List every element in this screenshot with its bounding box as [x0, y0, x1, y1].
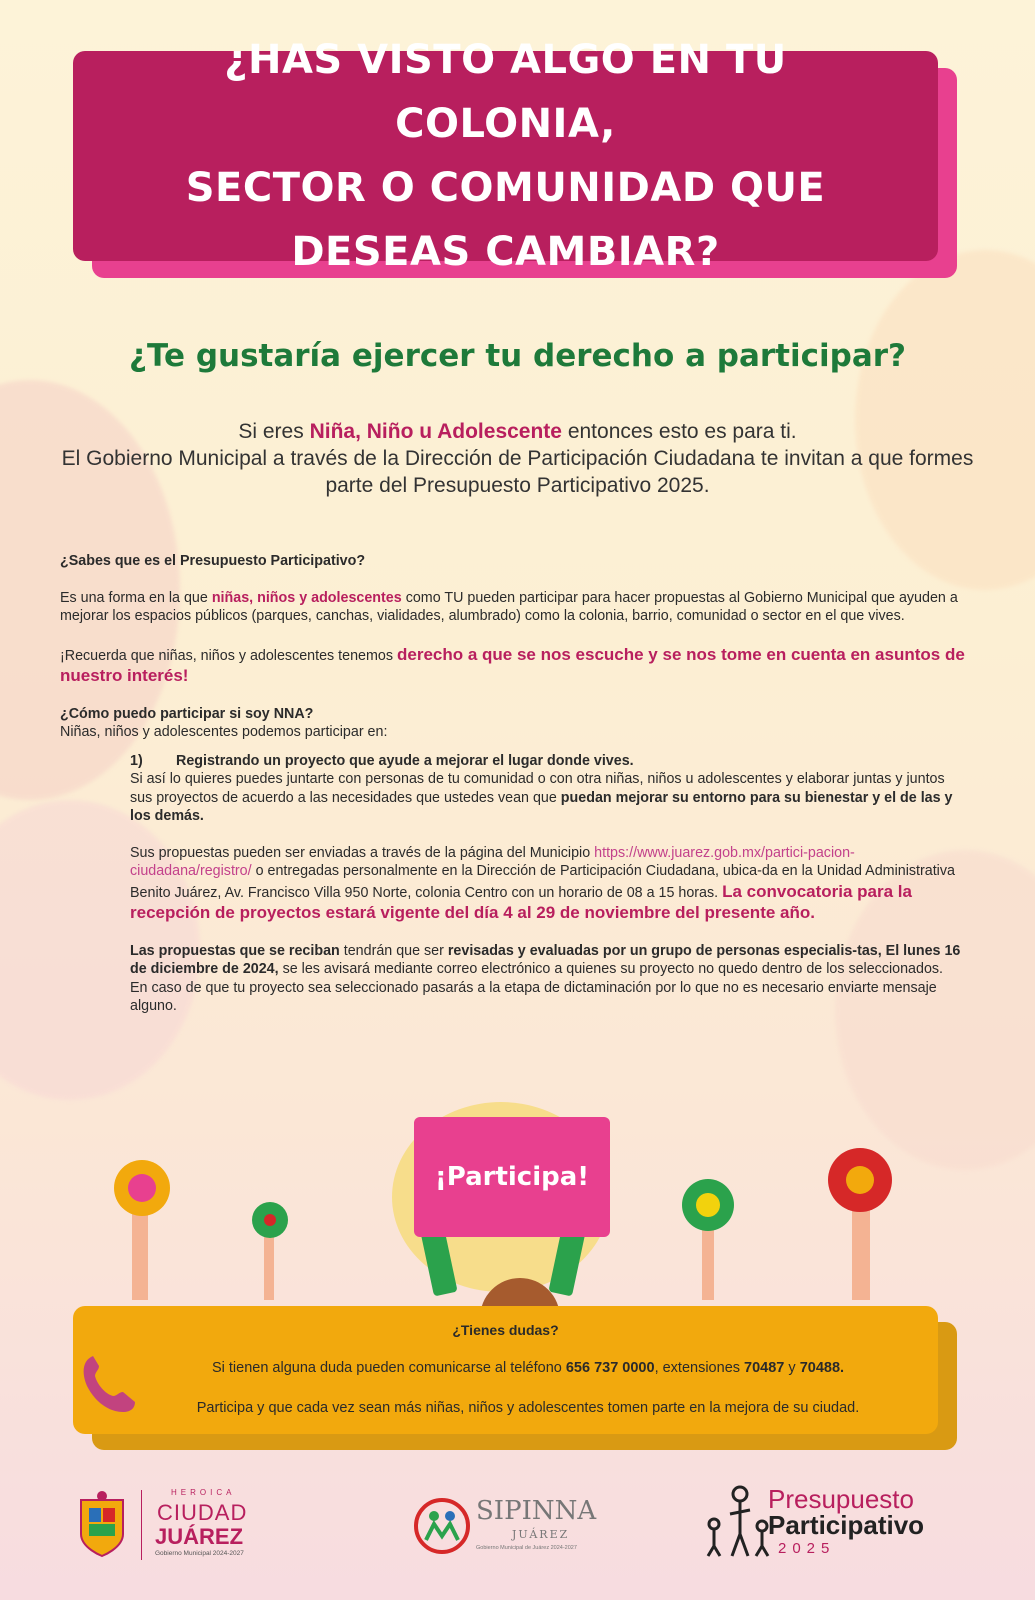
- intro-line2: El Gobierno Municipal a través de la Dirección de Participación Ciudadana te invitan a que formes parte del Presupuesto Participativo 2025.: [61, 447, 974, 497]
- hand-icon: [828, 1148, 892, 1300]
- text: tendrán que ser: [339, 942, 448, 959]
- item-paragraph: [130, 770, 965, 826]
- item-title-text: Registrando un proyecto que ayude a mejorar el lugar donde vives.: [176, 752, 634, 769]
- text: ¡Recuerda que niñas, niños y adolescentes tenemos: [60, 647, 397, 664]
- intro-post: entonces esto es para ti.: [561, 420, 797, 443]
- text: como TU pueden participar para hacer propuestas al Gobierno Municipal que ayuden a mejorar los espacios públicos (parques, canchas, vialidades, alumbrado) como la colonia, barrio, comunidad o sector en el que vives.: [60, 589, 958, 624]
- text: Si así lo quieres puedes juntarte con personas de tu comunidad o con otra niñas, niños u adolescentes y elaborar juntas y juntos sus proyectos de acuerdo a las necesidades que ustedes vean que: [130, 771, 945, 806]
- section2-sub: Niñas, niños y adolescentes podemos participar en:: [60, 724, 388, 740]
- extension: 70488.: [799, 1360, 845, 1376]
- footer: [0, 1480, 1035, 1580]
- logo-text: HEROICA: [171, 1488, 236, 1497]
- phone-number[interactable]: 656 737 0000: [565, 1360, 655, 1376]
- text: , extensiones: [654, 1360, 745, 1376]
- registro-link[interactable]: https://www.juarez.gob.mx/partici-pacion-ciudadana/registro/: [130, 844, 855, 879]
- intro-highlight: Niña, Niño u Adolescente: [309, 420, 562, 443]
- text-bold: revisadas y evaluadas por un grupo de personas especialis-tas, El lunes 16 de diciembre de 2024,: [130, 942, 961, 977]
- extension: 70487: [744, 1360, 785, 1376]
- logo-text: SIPINNA: [476, 1496, 597, 1526]
- presupuesto-logo: [700, 1480, 990, 1580]
- eval-paragraph: [130, 942, 965, 979]
- item-block: [130, 752, 965, 1016]
- hand-icon: [252, 1202, 288, 1300]
- text: se les avisará mediante correo electrónico a quienes su proyecto no quedo dentro de los seleccionados.: [278, 961, 944, 977]
- text: Es una forma en la que: [60, 589, 212, 606]
- info-box: [73, 1306, 938, 1434]
- logo-text: Participativo: [768, 1510, 925, 1540]
- intro-pre: Si eres: [238, 420, 310, 443]
- text-bold: puedan mejorar su entorno para su bienestar y el de las y los demás.: [130, 789, 953, 824]
- remember-paragraph: [60, 644, 970, 687]
- section2-heading: ¿Cómo puedo participar si soy NNA?: [60, 705, 314, 722]
- logo-text: CIUDAD: [157, 1500, 248, 1525]
- help-line2: Participa y que cada vez sean más niñas, niños y adolescentes tomen parte en la mejora de su ciudad.: [196, 1400, 860, 1416]
- ciudad-juarez-logo: [75, 1486, 275, 1566]
- subtitle: ¿Te gustaría ejercer tu derecho a participar?: [128, 338, 907, 374]
- title-line: ¿HAS VISTO ALGO EN TU COLONIA,: [224, 37, 787, 147]
- logo-text: Gobierno Municipal 2024-2027: [155, 1550, 244, 1557]
- divider: [141, 1490, 142, 1560]
- eval-paragraph-2: En caso de que tu proyecto sea seleccionado pasarás a la etapa de dictaminación por lo que no es necesario enviarte mensaje alguno.: [130, 979, 937, 1014]
- coat-of-arms-icon: [75, 1490, 129, 1560]
- main-title: [116, 28, 896, 284]
- logo-text: JUÁREZ: [512, 1528, 570, 1541]
- text-highlight: derecho a que se nos escuche y se nos tome en cuenta en asuntos de nuestro interés!: [60, 644, 965, 685]
- title-banner: [73, 37, 938, 275]
- sign-text: ¡Participa!: [434, 1162, 590, 1192]
- logo-text: 2025: [778, 1540, 836, 1557]
- body-text: [60, 552, 970, 1016]
- family-icon: [700, 1484, 770, 1564]
- hand-icon: [682, 1179, 734, 1300]
- illustration: [0, 1080, 1035, 1310]
- text-highlight: La convocatoria para la recepción de proyectos estará vigente del día 4 al 29 de noviembre del presente año.: [130, 881, 912, 922]
- title-line: SECTOR O COMUNIDAD QUE: [185, 165, 826, 211]
- phone-icon: [79, 1352, 139, 1416]
- text: o entregadas personalmente en la Dirección de Participación Ciudadana, ubica-da en la Unidad Administrativa Benito Juárez, Av. Francisco Villa 950 Norte, colonia Centro con un horario de 08 a 15 horas.: [130, 863, 955, 901]
- logo-text: JUÁREZ: [155, 1524, 244, 1549]
- text: Sus propuestas pueden ser enviadas a través de la página del Municipio: [130, 844, 595, 861]
- logo-text: Gobierno Municipal de Juárez 2024-2027: [476, 1545, 577, 1551]
- send-paragraph: [130, 844, 965, 924]
- text: Si tienen alguna duda pueden comunicarse al teléfono: [211, 1360, 566, 1376]
- sipinna-icon: [412, 1496, 472, 1556]
- text-bold: Las propuestas que se reciban: [130, 942, 340, 959]
- section1-paragraph: [60, 589, 970, 626]
- title-line: DESEAS CAMBIAR?: [291, 229, 720, 275]
- logo-text: Presupuesto: [768, 1484, 914, 1514]
- text: y: [784, 1360, 800, 1376]
- item-number: 1): [130, 752, 143, 769]
- help-question: ¿Tienes dudas?: [452, 1322, 559, 1338]
- hands-svg: [0, 1080, 1035, 1310]
- section1-heading: ¿Sabes que es el Presupuesto Participativo?: [60, 553, 366, 569]
- intro-text: [60, 418, 975, 499]
- sipinna-logo: [412, 1490, 612, 1560]
- hand-icon: [114, 1160, 170, 1300]
- item-title: [130, 752, 965, 771]
- text-highlight: niñas, niños y adolescentes: [211, 589, 402, 606]
- help-line1: [133, 1360, 923, 1376]
